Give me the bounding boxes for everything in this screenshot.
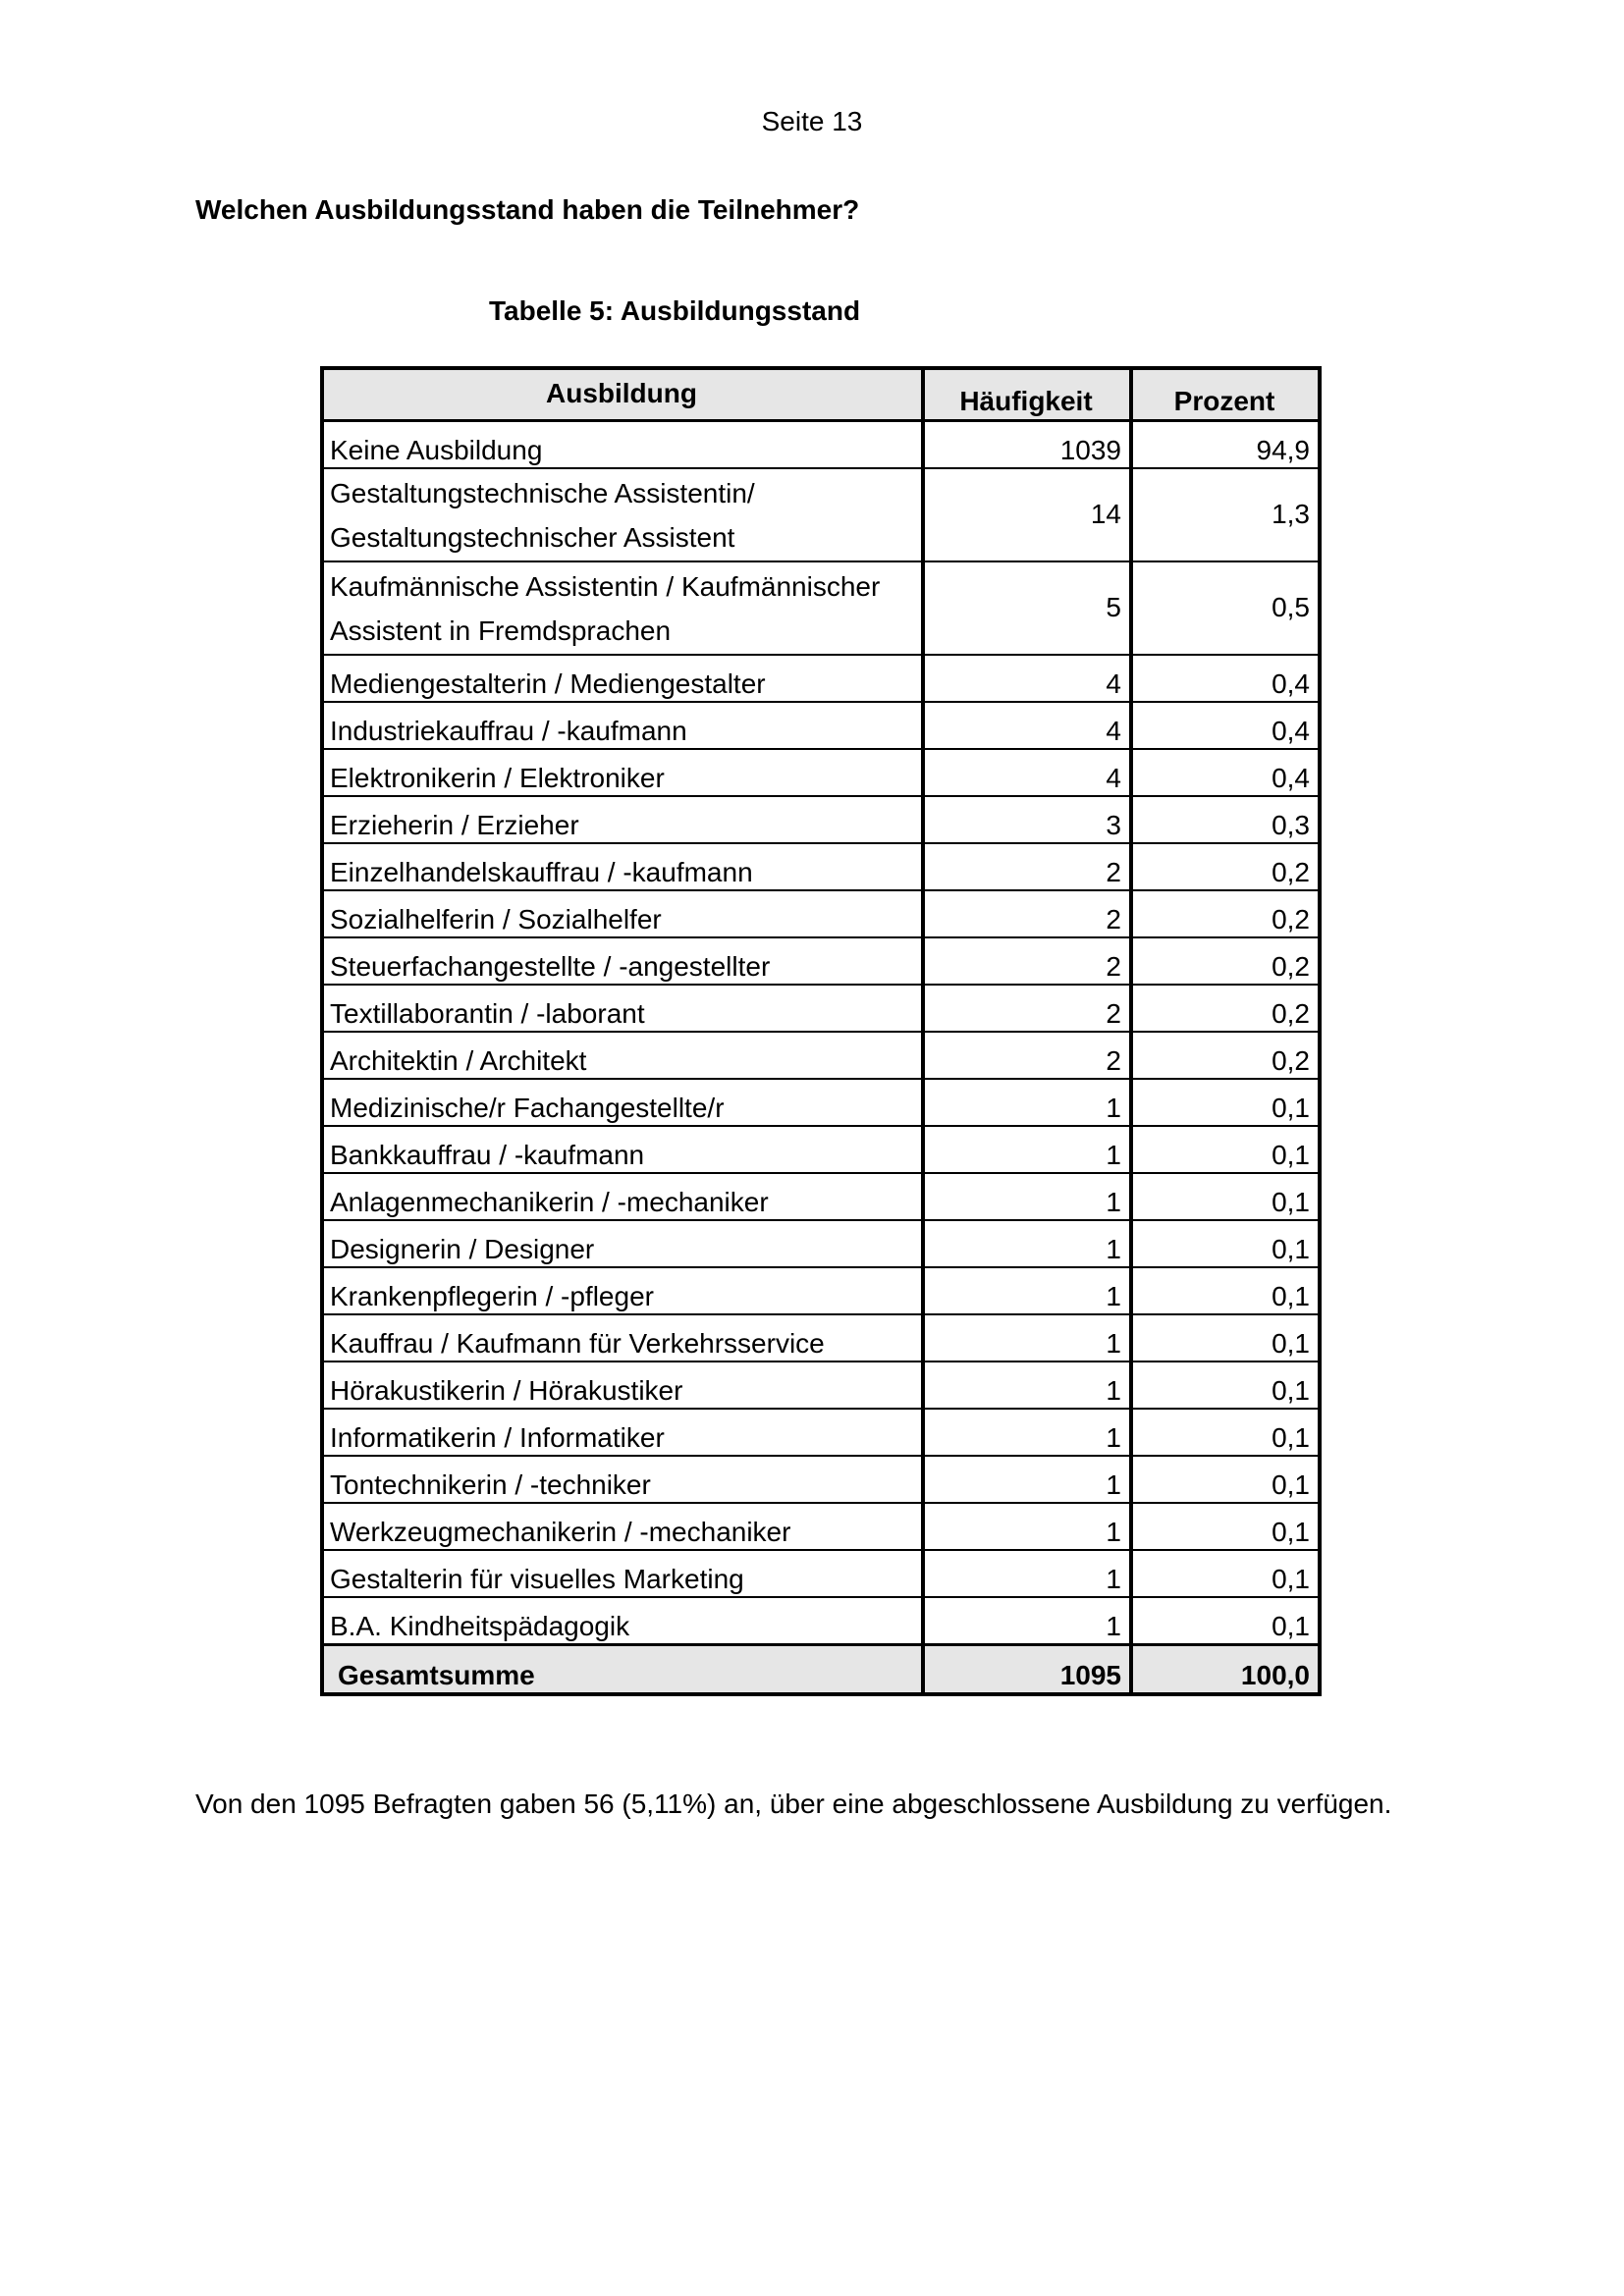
row-frequency: 2 (923, 985, 1131, 1032)
row-name: Elektronikerin / Elektroniker (322, 749, 923, 796)
row-percent: 0,1 (1131, 1503, 1320, 1550)
education-table (320, 366, 1322, 1696)
row-percent: 0,5 (1131, 561, 1320, 655)
row-frequency: 1 (923, 1267, 1131, 1314)
row-percent: 0,2 (1131, 985, 1320, 1032)
summary-text: Von den 1095 Befragten gaben 56 (5,11%) an, über eine abgeschlossene Ausbildung zu verfügen. (195, 1789, 1392, 1819)
row-frequency: 1 (923, 1409, 1131, 1456)
row-percent: 0,4 (1131, 749, 1320, 796)
table-row (322, 421, 1320, 469)
row-percent: 0,1 (1131, 1173, 1320, 1220)
table-caption: Tabelle 5: Ausbildungsstand (489, 295, 861, 326)
row-percent: 0,1 (1131, 1220, 1320, 1267)
row-name: Keine Ausbildung (322, 421, 923, 469)
table-row (322, 1503, 1320, 1550)
table-row (322, 468, 1320, 561)
row-frequency: 1 (923, 1362, 1131, 1409)
row-name: B.A. Kindheitspädagogik (322, 1597, 923, 1645)
row-frequency: 4 (923, 749, 1131, 796)
table-row (322, 655, 1320, 702)
row-percent: 0,1 (1131, 1456, 1320, 1503)
row-frequency: 4 (923, 702, 1131, 749)
row-frequency: 5 (923, 561, 1131, 655)
row-frequency: 2 (923, 890, 1131, 937)
row-frequency: 1 (923, 1597, 1131, 1645)
row-percent: 0,2 (1131, 1032, 1320, 1079)
row-name: Werkzeugmechanikerin / -mechaniker (322, 1503, 923, 1550)
total-frequency: 1095 (923, 1645, 1131, 1695)
row-percent: 0,1 (1131, 1079, 1320, 1126)
row-name: Bankkauffrau / -kaufmann (322, 1126, 923, 1173)
row-frequency: 1 (923, 1173, 1131, 1220)
table-total-row (322, 1645, 1320, 1695)
row-percent: 0,4 (1131, 655, 1320, 702)
row-frequency: 1 (923, 1550, 1131, 1597)
row-percent: 0,1 (1131, 1126, 1320, 1173)
table-row (322, 1032, 1320, 1079)
row-percent: 0,4 (1131, 702, 1320, 749)
table-row (322, 1456, 1320, 1503)
table-row (322, 890, 1320, 937)
table-row (322, 937, 1320, 985)
row-frequency: 14 (923, 468, 1131, 561)
row-percent: 0,1 (1131, 1550, 1320, 1597)
row-frequency: 1039 (923, 421, 1131, 469)
page-number: Seite 13 (761, 106, 863, 136)
row-name: Informatikerin / Informatiker (322, 1409, 923, 1456)
table-row (322, 702, 1320, 749)
row-frequency: 1 (923, 1220, 1131, 1267)
row-name: Sozialhelferin / Sozialhelfer (322, 890, 923, 937)
section-question: Welchen Ausbildungsstand haben die Teilnehmer? (195, 194, 860, 225)
header-haeufigkeit: Häufigkeit (923, 368, 1131, 421)
table-row (322, 1409, 1320, 1456)
row-percent: 0,1 (1131, 1362, 1320, 1409)
row-name: Mediengestalterin / Mediengestalter (322, 655, 923, 702)
row-name: Medizinische/r Fachangestellte/r (322, 1079, 923, 1126)
table-row (322, 1267, 1320, 1314)
table-row (322, 796, 1320, 843)
table-row (322, 1550, 1320, 1597)
row-frequency: 3 (923, 796, 1131, 843)
table-row (322, 1126, 1320, 1173)
row-frequency: 1 (923, 1314, 1131, 1362)
row-percent: 0,1 (1131, 1314, 1320, 1362)
row-percent: 0,2 (1131, 937, 1320, 985)
total-label: Gesamtsumme (322, 1645, 923, 1695)
table-row (322, 1173, 1320, 1220)
row-frequency: 1 (923, 1079, 1131, 1126)
row-name: Anlagenmechanikerin / -mechaniker (322, 1173, 923, 1220)
row-name: Kaufmännische Assistentin / Kaufmännischer Assistent in Fremdsprachen (322, 561, 923, 655)
row-percent: 0,1 (1131, 1597, 1320, 1645)
row-name: Erzieherin / Erzieher (322, 796, 923, 843)
row-name: Einzelhandelskauffrau / -kaufmann (322, 843, 923, 890)
row-percent: 0,1 (1131, 1267, 1320, 1314)
table-row (322, 749, 1320, 796)
table-row (322, 1597, 1320, 1645)
row-frequency: 1 (923, 1456, 1131, 1503)
row-name: Textillaborantin / -laborant (322, 985, 923, 1032)
row-frequency: 1 (923, 1503, 1131, 1550)
row-frequency: 2 (923, 937, 1131, 985)
row-frequency: 2 (923, 1032, 1131, 1079)
table-row (322, 985, 1320, 1032)
table-row (322, 561, 1320, 655)
row-name: Steuerfachangestellte / -angestellter (322, 937, 923, 985)
row-percent: 0,1 (1131, 1409, 1320, 1456)
table-row (322, 843, 1320, 890)
row-name: Gestaltungstechnische Assistentin/ Gestaltungstechnischer Assistent (322, 468, 923, 561)
row-name: Industriekauffrau / -kaufmann (322, 702, 923, 749)
row-name: Tontechnikerin / -techniker (322, 1456, 923, 1503)
row-frequency: 1 (923, 1126, 1131, 1173)
row-name: Designerin / Designer (322, 1220, 923, 1267)
row-name: Hörakustikerin / Hörakustiker (322, 1362, 923, 1409)
header-ausbildung: Ausbildung (322, 368, 923, 421)
row-percent: 0,2 (1131, 843, 1320, 890)
row-name: Gestalterin für visuelles Marketing (322, 1550, 923, 1597)
table-body (322, 421, 1320, 1695)
table-row (322, 1220, 1320, 1267)
row-percent: 0,2 (1131, 890, 1320, 937)
row-frequency: 4 (923, 655, 1131, 702)
row-name: Krankenpflegerin / -pfleger (322, 1267, 923, 1314)
row-percent: 0,3 (1131, 796, 1320, 843)
header-prozent: Prozent (1131, 368, 1320, 421)
table-row (322, 1314, 1320, 1362)
row-frequency: 2 (923, 843, 1131, 890)
row-name: Kauffrau / Kaufmann für Verkehrsservice (322, 1314, 923, 1362)
row-name: Architektin / Architekt (322, 1032, 923, 1079)
row-percent: 94,9 (1131, 421, 1320, 469)
table-row (322, 1362, 1320, 1409)
row-percent: 1,3 (1131, 468, 1320, 561)
table-row (322, 1079, 1320, 1126)
total-percent: 100,0 (1131, 1645, 1320, 1695)
table-header-row (322, 368, 1320, 421)
